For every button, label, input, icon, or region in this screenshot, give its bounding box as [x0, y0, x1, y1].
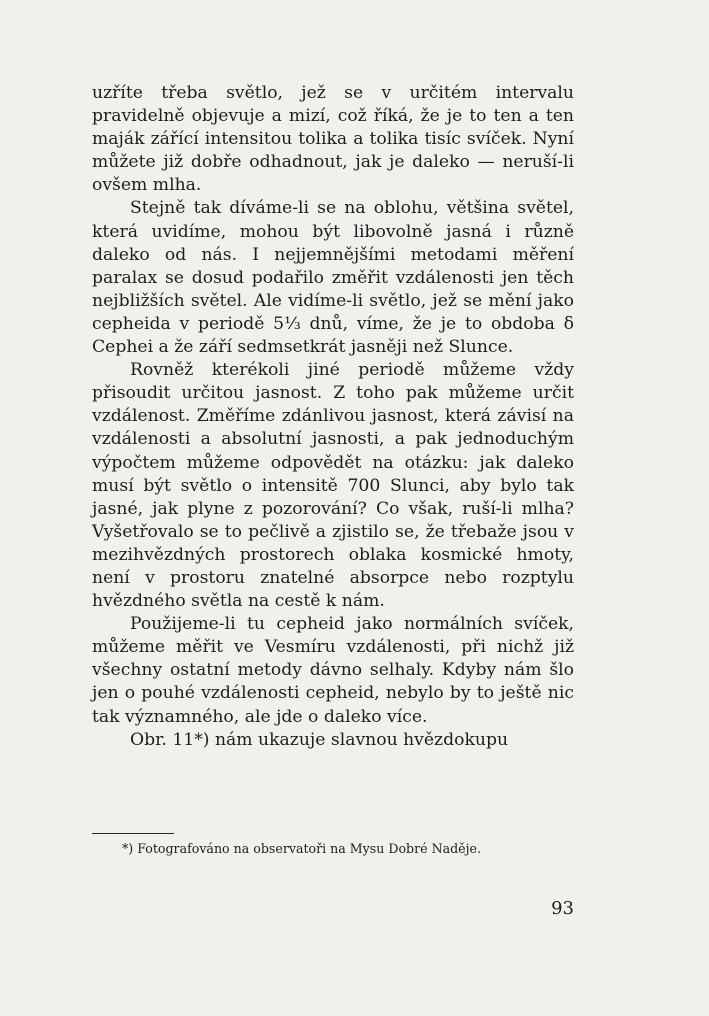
paragraph-4: Použijeme-li tu cepheid jako normálních svíček, můžeme měřit ve Vesmíru vzdálenosti, při nichž již všechny ostatní metody dávno selhaly. Kdyby nám šlo jen o pouhé vzdálenosti cepheid, nebylo by to ještě nic tak významného, ale jde o daleko více.	[92, 614, 574, 727]
page-number: 93	[551, 898, 574, 919]
footnote: *) Fotografováno na observatoři na Mysu Dobré Naděje.	[122, 841, 481, 856]
paragraph-2: Stejně tak díváme-li se na oblohu, většina světel, která uvidíme, mohou být libovolně jasná i různě daleko od nás. I nejjemnějšími metodami měření paralax se dosud podařilo změřit vzdálenosti jen těch nejbližších světel. Ale vidíme-li světlo, jež se mění jako cepheida v periodě 5⅓ dnů, víme, že je to obdoba δ Cephei a že září sedmsetkrát jasněji než Slunce.	[92, 198, 574, 358]
paragraph-5: Obr. 11*) nám ukazuje slavnou hvězdokupu	[130, 729, 509, 750]
body-text	[92, 82, 574, 752]
paragraph-1: uzříte třeba světlo, jež se v určitém intervalu pravidelně objevuje a mizí, což říká, že je to ten a ten maják zářící intensitou tolika a tolika tisíc svíček. Nyní můžete již dobře odhadnout, jak je daleko — neruší-li ovšem mlha.	[92, 83, 574, 196]
paragraph-3: Rovněž kterékoli jiné periodě můžeme vždy přisoudit určitou jasnost. Z toho pak můžeme určit vzdálenost. Změříme zdánlivou jasnost, která závisí na vzdálenosti a absolutní jasnosti, a pak jednoduchým výpočtem můžeme odpovědět na otázku: jak daleko musí být světlo o intensitě 700 Slunci, aby bylo tak jasné, jak plyne z pozorování? Co však, ruší-li mlha? Vyšetřovalo se to pečlivě a zjistilo se, že třebaže jsou v mezihvězdných prostorech oblaka kosmické hmoty, není v prostoru znatelné absorpce nebo rozptylu hvězdného světla na cestě k nám.	[92, 360, 574, 612]
footnote-rule	[92, 833, 174, 834]
